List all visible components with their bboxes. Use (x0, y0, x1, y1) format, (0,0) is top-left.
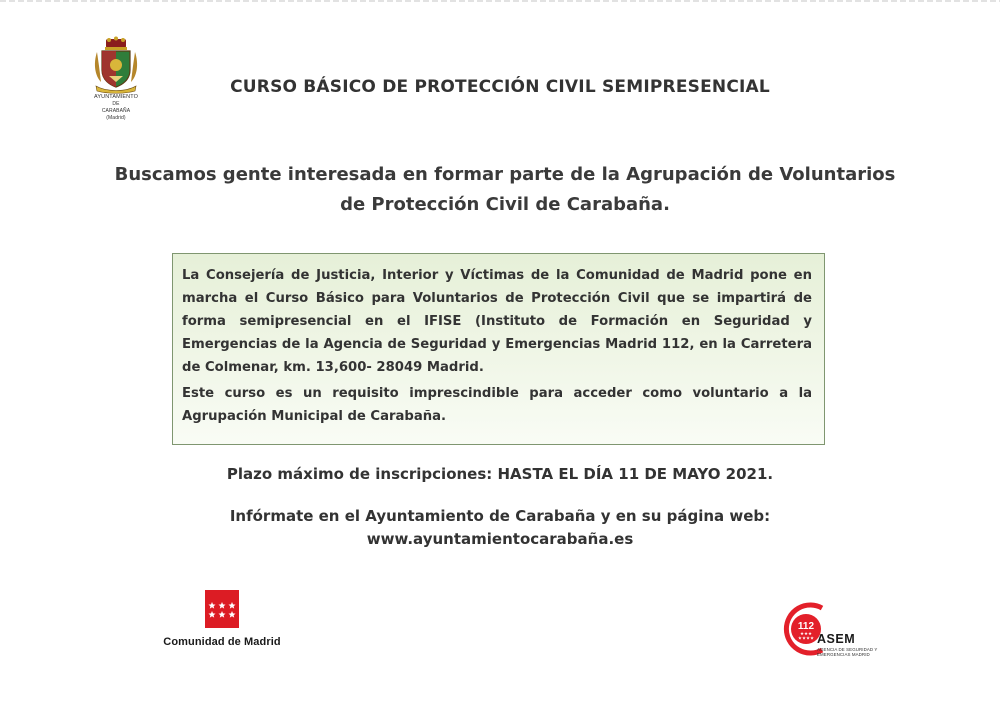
course-info-paragraph-1: La Consejería de Justicia, Interior y Víctimas de la Comunidad de Madrid pone en marcha el Curso Básico para Voluntarios de Protección Civil que se impartirá de forma semipresencial en el IFISE (Instituto de Formación en Seguridad y Emergencias de la Agencia de Seguridad y Emergencias Madrid 112, en la Carretera de Colmenar, km. 13,600- 28049 Madrid. (182, 268, 812, 375)
asem-wordmark: ASEM (817, 632, 856, 646)
crest-label-line1: AYUNTAMIENTO (94, 94, 138, 100)
madrid-flag-icon (205, 590, 239, 628)
course-info-paragraph-2: Este curso es un requisito imprescindible para acceder como voluntario a la Agrupación Municipal de Carabaña. (182, 386, 812, 424)
contact-info-line: Infórmate en el Ayuntamiento de Carabaña y en su página web: (229, 507, 771, 525)
registration-deadline: Plazo máximo de inscripciones: HASTA EL DÍA 11 DE MAYO 2021. (226, 465, 774, 483)
document-subtitle: Buscamos gente interesada en formar parte de la Agrupación de Voluntarios de Protección Civil de Carabaña. (114, 164, 896, 215)
website-link[interactable]: www.ayuntamientocarabaña.es (366, 530, 634, 548)
asem-112-logo (780, 598, 892, 662)
comunidad-de-madrid-label: Comunidad de Madrid (163, 636, 281, 648)
document-title: CURSO BÁSICO DE PROTECCIÓN CIVIL SEMIPRESENCIAL (230, 77, 770, 97)
course-info-box (172, 253, 825, 445)
comunidad-de-madrid-logo (152, 590, 292, 648)
asem-subtitle: AGENCIA DE SEGURIDAD Y EMERGENCIAS MADRID (817, 647, 878, 657)
svg-text:★★★★: ★★★★ (797, 636, 815, 642)
svg-text:★★★: ★★★ (799, 632, 813, 637)
crest-label-line4: (Madrid) (106, 115, 126, 121)
crest-label-line3: CARABAÑA (101, 108, 131, 114)
asem-112-number: 112 (797, 621, 815, 632)
crest-label-line2: DE (112, 101, 120, 107)
scan-edge-line (0, 0, 1000, 2)
